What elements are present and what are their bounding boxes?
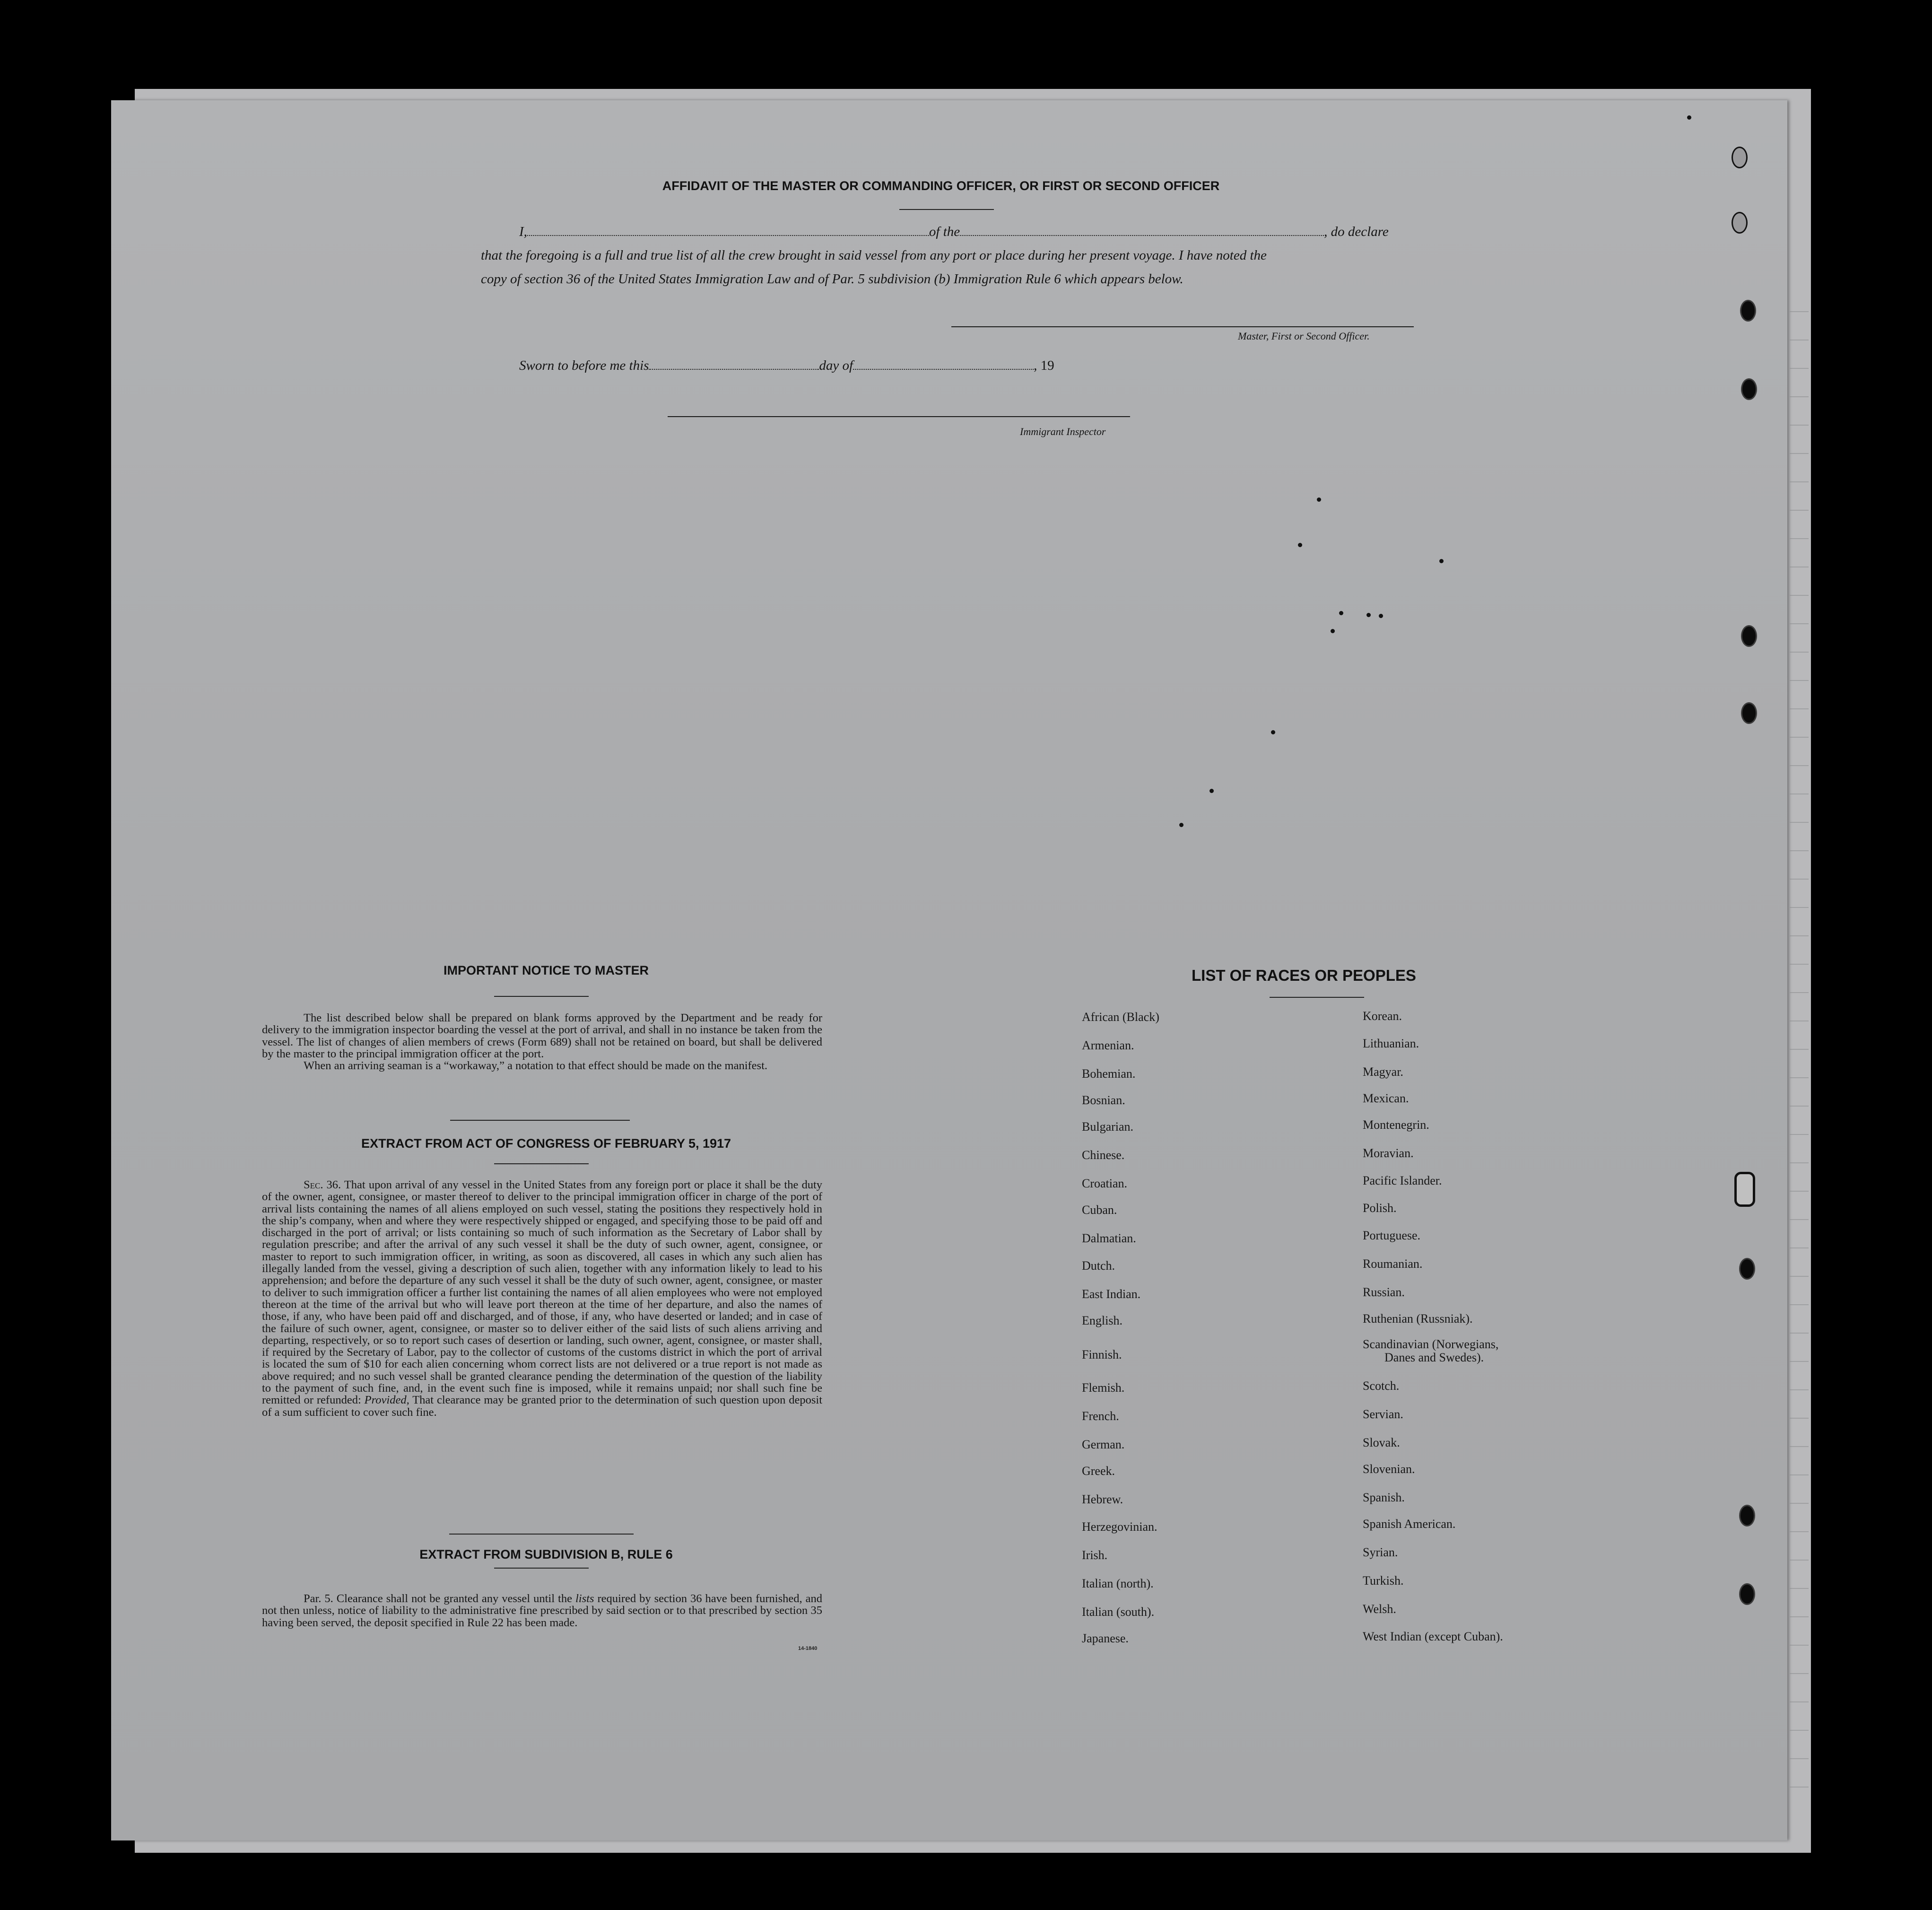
race-left: African (Black) bbox=[1082, 1010, 1159, 1024]
sworn-day-of: day of bbox=[819, 358, 853, 373]
race-right: Welsh. bbox=[1363, 1602, 1396, 1616]
race-right: Korean. bbox=[1363, 1009, 1402, 1023]
race-left: Chinese. bbox=[1082, 1148, 1125, 1162]
act-text-a: That upon arrival of any vessel in the United States from any foreign port or place it shall be the duty of the owner, agent, consignee, or master thereof to deliver to the principal immigration officer in charge of the port of arrival lists containing the names of all aliens employed on such vessel, stating the positions they respectively hold in the ship’s company, when and where they were respectively shipped or engaged, and specifying those to be paid off and discharged in the port of arrival; or lists containing so much of such information as the Secretary of Labor shall by regulation prescribe; and after the arrival of any such vessel it shall be the duty of such owner, agent, consignee, or master to report to such immigration officer, in writing, as soon as discovered, all cases in which any such alien has illegally landed from the vessel, giving a description of such alien, together with any information likely to lead to his apprehension; and before the departure of any such vessel it shall be the duty of such owner, agent, consignee, or master to deliver to such immigration officer a further list containing the names of all alien employees who were not employed thereon at the time of the arrival but who will leave port thereon at the time of her departure, and also the names of those, if any, who have been paid off and discharged, and of those, if any, who have deserted or landed; and in case of the failure of such owner, agent, consignee, or master so to deliver either of the said lists of such aliens arriving and departing, respectively, or so to report such cases of desertion or landing, such owner, agent, consignee, or master shall, if required by the Secretary of Labor, pay to the collector of customs of the customs district in which the port of arrival is located the sum of $10 for each alien concerning whom correct lists are not delivered or a true report is not made as above required; and no such vessel shall be granted clearance pending the determination of the question of the liability to the payment of such fine, and, in the event such fine is imposed, while it remains unpaid; nor shall such fine be remitted or refunded: bbox=[262, 1178, 822, 1407]
race-right-continued: Danes and Swedes). bbox=[1384, 1351, 1484, 1364]
binder-hole bbox=[1741, 625, 1757, 647]
speck bbox=[1271, 730, 1275, 734]
form-number: 14-1840 bbox=[798, 1646, 818, 1651]
inspector-caption: Immigrant Inspector bbox=[1020, 426, 1106, 437]
race-right: Spanish American. bbox=[1363, 1517, 1456, 1531]
rule-rule bbox=[494, 1568, 589, 1569]
act-title: EXTRACT FROM ACT OF CONGRESS OF FEBRUARY 5, 1917 bbox=[361, 1136, 731, 1151]
race-left: Bulgarian. bbox=[1082, 1120, 1134, 1134]
sworn-before: Sworn to before me this bbox=[519, 358, 649, 373]
speck bbox=[1379, 614, 1383, 618]
binder-hole bbox=[1740, 300, 1756, 322]
race-left: East Indian. bbox=[1082, 1287, 1141, 1301]
race-left: Cuban. bbox=[1082, 1203, 1117, 1217]
sworn-year: , 19 bbox=[1034, 358, 1054, 373]
paper-clip-mark bbox=[1734, 1172, 1755, 1207]
race-right: Scandinavian (Norwegians, bbox=[1363, 1337, 1499, 1351]
race-right: Slovak. bbox=[1363, 1436, 1400, 1449]
speck bbox=[1317, 497, 1321, 502]
race-left: Dutch. bbox=[1082, 1259, 1115, 1273]
sworn-day-blank bbox=[649, 359, 819, 370]
act-provided: Provided, bbox=[364, 1394, 409, 1407]
races-title: LIST OF RACES OR PEOPLES bbox=[1192, 967, 1416, 984]
races-rule bbox=[1270, 997, 1364, 998]
race-left: German. bbox=[1082, 1438, 1125, 1451]
speck bbox=[1331, 629, 1335, 633]
race-right: Servian. bbox=[1363, 1407, 1403, 1421]
race-left: Dalmatian. bbox=[1082, 1231, 1136, 1245]
act-body bbox=[262, 1179, 822, 1418]
notice-title: IMPORTANT NOTICE TO MASTER bbox=[444, 963, 649, 977]
rule-lists: lists bbox=[575, 1592, 594, 1605]
affidavit-of-the: of the bbox=[929, 224, 960, 239]
rule-top-rule bbox=[449, 1534, 634, 1535]
sworn-month-blank bbox=[853, 359, 1034, 370]
race-right: Lithuanian. bbox=[1363, 1037, 1419, 1050]
binder-hole bbox=[1732, 147, 1748, 168]
race-left: Croatian. bbox=[1082, 1177, 1128, 1190]
sec-label: Sec. 36. bbox=[304, 1178, 341, 1191]
binder-hole bbox=[1739, 1505, 1755, 1526]
race-left: English. bbox=[1082, 1314, 1123, 1327]
race-left: Italian (south). bbox=[1082, 1605, 1155, 1619]
race-right: Russian. bbox=[1363, 1285, 1405, 1299]
notice-rule bbox=[494, 996, 589, 997]
act-paragraph bbox=[262, 1179, 822, 1418]
binder-hole bbox=[1741, 378, 1757, 400]
race-left: Armenian. bbox=[1082, 1038, 1134, 1052]
speck bbox=[1210, 789, 1214, 793]
race-right: Syrian. bbox=[1363, 1545, 1398, 1559]
sworn-line bbox=[519, 358, 1054, 374]
binder-hole bbox=[1732, 212, 1748, 234]
race-left: Greek. bbox=[1082, 1464, 1115, 1478]
speck bbox=[1179, 823, 1184, 827]
master-signature-line bbox=[951, 326, 1414, 327]
title-rule bbox=[899, 209, 994, 210]
race-right: Mexican. bbox=[1363, 1091, 1409, 1105]
race-right: West Indian (except Cuban). bbox=[1363, 1630, 1503, 1643]
speck bbox=[1366, 613, 1371, 617]
binder-hole bbox=[1741, 702, 1757, 724]
rule-body bbox=[262, 1593, 822, 1629]
race-right: Pacific Islander. bbox=[1363, 1174, 1442, 1187]
binder-hole bbox=[1739, 1258, 1755, 1280]
speck bbox=[1439, 559, 1444, 563]
race-left: Bohemian. bbox=[1082, 1067, 1136, 1081]
race-right: Turkish. bbox=[1363, 1574, 1404, 1587]
affidavit-i: I, bbox=[519, 224, 527, 239]
rule-paragraph bbox=[262, 1593, 822, 1629]
notice-body bbox=[262, 1012, 822, 1072]
master-signature-caption: Master, First or Second Officer. bbox=[1238, 330, 1370, 342]
speck bbox=[1339, 611, 1343, 615]
rule-title: EXTRACT FROM SUBDIVISION B, RULE 6 bbox=[419, 1547, 673, 1561]
rule-text-b: required by section 36 have been furnished, and not then unless, notice of liability to the administrative fine prescribed by said section or to that prescribed by section 35 having been served, the deposit specified in Rule 22 has been made. bbox=[262, 1592, 822, 1629]
race-right: Scotch. bbox=[1363, 1379, 1400, 1393]
race-right: Moravian. bbox=[1363, 1146, 1414, 1160]
race-right: Spanish. bbox=[1363, 1491, 1405, 1504]
notice-paragraph-1: The list described below shall be prepared on blank forms approved by the Department and be ready for delivery to the immigration inspector boarding the vessel at the port of arrival, and shall in no instance be taken from the vessel. The list of changes of alien members of crews (Form 689) shall not be retained on board, but shall be delivered by the master to the principal immigration officer at the port. bbox=[262, 1012, 822, 1060]
name-blank bbox=[527, 226, 929, 236]
speck bbox=[1687, 115, 1691, 120]
race-right: Magyar. bbox=[1363, 1065, 1403, 1079]
race-left: Japanese. bbox=[1082, 1631, 1129, 1645]
race-right: Roumanian. bbox=[1363, 1257, 1423, 1271]
race-left: Irish. bbox=[1082, 1548, 1108, 1562]
affidavit-line-2: that the foregoing is a full and true list of all the crew brought in said vessel from any port or place during her present voyage. I have noted the bbox=[481, 248, 1267, 263]
affidavit-title: AFFIDAVIT OF THE MASTER OR COMMANDING OFFICER, OR FIRST OR SECOND OFFICER bbox=[662, 179, 1220, 193]
underlying-page-edge bbox=[1790, 284, 1809, 1797]
race-right: Ruthenian (Russniak). bbox=[1363, 1312, 1473, 1326]
speck bbox=[1298, 543, 1302, 547]
notice-paragraph-2: When an arriving seaman is a “workaway,” a notation to that effect should be made on the manifest. bbox=[304, 1059, 768, 1073]
rule-text-a: Par. 5. Clearance shall not be granted any vessel until the bbox=[304, 1592, 572, 1605]
race-right: Polish. bbox=[1363, 1201, 1397, 1215]
act-text-b: That clearance may be granted prior to the determination of such question upon deposit of a sum sufficient to cover such fine. bbox=[262, 1394, 823, 1419]
race-left: Herzegovinian. bbox=[1082, 1520, 1157, 1534]
race-left: Bosnian. bbox=[1082, 1093, 1125, 1107]
binder-hole bbox=[1739, 1583, 1755, 1605]
act-rule bbox=[494, 1163, 589, 1164]
affidavit-line-1 bbox=[519, 224, 1389, 240]
act-top-rule bbox=[450, 1120, 630, 1121]
race-right: Montenegrin. bbox=[1363, 1118, 1429, 1132]
race-left: French. bbox=[1082, 1409, 1119, 1423]
affidavit-line-3: copy of section 36 of the United States Immigration Law and of Par. 5 subdivision (b) Immigration Rule 6 which appears below. bbox=[481, 271, 1184, 287]
race-right: Slovenian. bbox=[1363, 1462, 1415, 1476]
inspector-signature-line bbox=[668, 416, 1130, 417]
race-left: Flemish. bbox=[1082, 1381, 1125, 1395]
race-left: Finnish. bbox=[1082, 1348, 1122, 1361]
race-left: Italian (north). bbox=[1082, 1577, 1154, 1590]
vessel-blank bbox=[960, 226, 1324, 236]
race-right: Portuguese. bbox=[1363, 1229, 1421, 1242]
race-left: Hebrew. bbox=[1082, 1492, 1123, 1506]
affidavit-do-declare: , do declare bbox=[1324, 224, 1389, 239]
